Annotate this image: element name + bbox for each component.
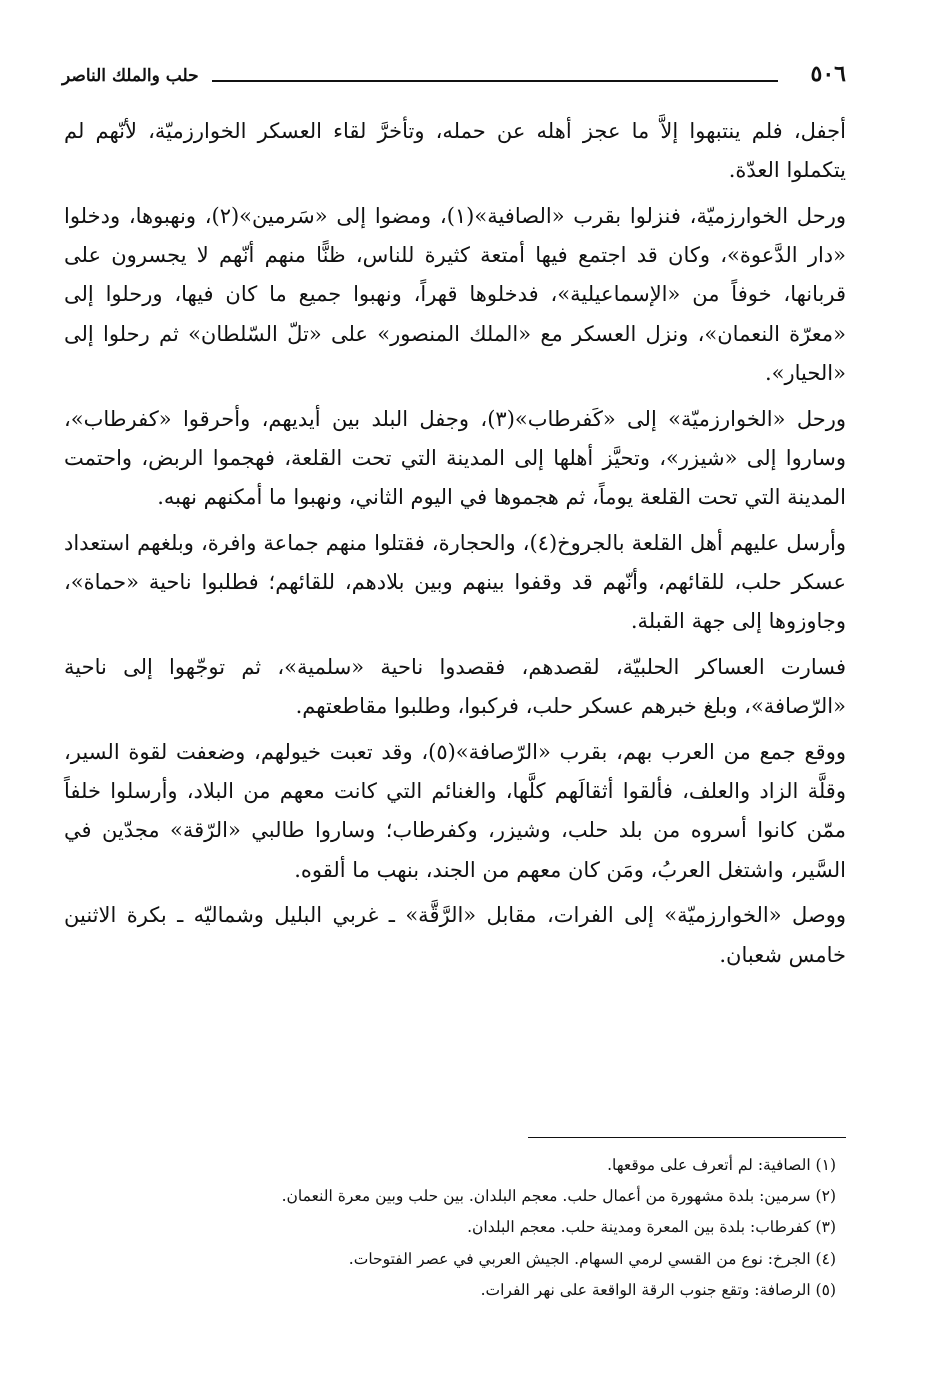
page-number: ٥٠٦	[810, 61, 846, 87]
footnote: (١) الصافية: لم أتعرف على موقعها.	[607, 1156, 836, 1174]
paragraph: ووقع جمع من العرب بهم، بقرب «الرّصافة»(٥)، وقد تعبت خيولهم، وضعفت لقوة السير، وقلَّة الزاد والعلف، فألقوا أثقالَهم كلَّها، والغنائم التي كانت معهم من البلاد، وأرسلوا خلفاً ممّن كانوا أسروه من بلد حلب، وشيزر، وكفرطاب؛ وساروا طالبي «الرّقة» مجدّين في السَّير، واشتغل العربُ، ومَن كان معهم من الجند، بنهب ما ألقوه.	[64, 740, 846, 882]
paragraph: فسارت العساكر الحلبيّة، لقصدهم، فقصدوا ناحية «سلمية»، ثم توجّهوا إلى ناحية «الرّصافة»، وبلغ خبرهم عسكر حلب، فركبوا، وطلبوا مقاطعتهم.	[64, 655, 846, 719]
body-text	[64, 112, 846, 981]
footnote: (٣) كفرطاب: بلدة بين المعرة ومدينة حلب. معجم البلدان.	[467, 1218, 836, 1237]
paragraph: ووصل «الخوارزميّة» إلى الفرات، مقابل «الرَّقَّة» ـ غربي البليل وشماليّه ـ بكرة الاثنين خامس شعبان.	[64, 903, 846, 967]
running-title: حلب والملك الناصر	[62, 66, 199, 86]
paragraph: أجفل، فلم ينتبهوا إلاَّ ما عجز أهله عن حمله، وتأخرَّ لقاء العسكر الخوارزميّة، لأنّهم لم يتكملوا العدّة.	[64, 119, 846, 183]
paragraph: وأرسل عليهم أهل القلعة بالجروخ(٤)، والحجارة، فقتلوا منهم جماعة وافرة، وبلغهم استعداد عسكر حلب، للقائهم، وأنّهم قد وقفوا بينهم وبين بلادهم، للقائهم؛ فطلبوا ناحية «حماة»، وجاوزوها إلى جهة القبلة.	[64, 530, 846, 634]
header-rule	[212, 80, 778, 82]
footnote: (٢) سرمين: بلدة مشهورة من أعمال حلب. معجم البلدان. بين حلب وبين معرة النعمان.	[281, 1187, 836, 1206]
paragraph: ورحل «الخوارزميّة» إلى «كَفرطاب»(٣)، وجفل البلد بين أيديهم، وأحرقوا «كفرطاب»، وساروا إلى «شيزر»، وتحيَّز أهلها إلى المدينة التي تحت القلعة، فهجموا الربض، واحتمت المدينة التي تحت القلعة يوماً، ثم هجموها في اليوم الثاني، ونهبوا ما أمكنهم نهبه.	[64, 406, 846, 510]
paragraph: ورحل الخوارزميّة، فنزلوا بقرب «الصافية»(١)، ومضوا إلى «سَرمين»(٢)، ونهبوها، ودخلوا «دار الدَّعوة»، وكان قد اجتمع فيها أمتعة كثيرة للناس، ظنًّا منهم أنّهم لا يجسرون على قربانها، خوفاً من «الإسماعيلية»، فدخلوها قهراً، ونهبوا جميع ما كان فيها، ورحلوا إلى «معرّة النعمان»، ونزل العسكر مع «الملك المنصور» على «تلّ السّلطان» ثم رحلوا إلى «الحيار».	[64, 204, 846, 385]
footnote: (٤) الجرخ: نوع من القسي لرمي السهام. الجيش العربي في عصر الفتوحات.	[348, 1249, 836, 1268]
footnotes	[64, 1150, 836, 1306]
page-header	[62, 58, 846, 98]
footnote-separator	[528, 1137, 846, 1138]
footnote: (٥) الرصافة: وتقع جنوب الرقة الواقعة على نهر الفرات.	[480, 1280, 836, 1299]
